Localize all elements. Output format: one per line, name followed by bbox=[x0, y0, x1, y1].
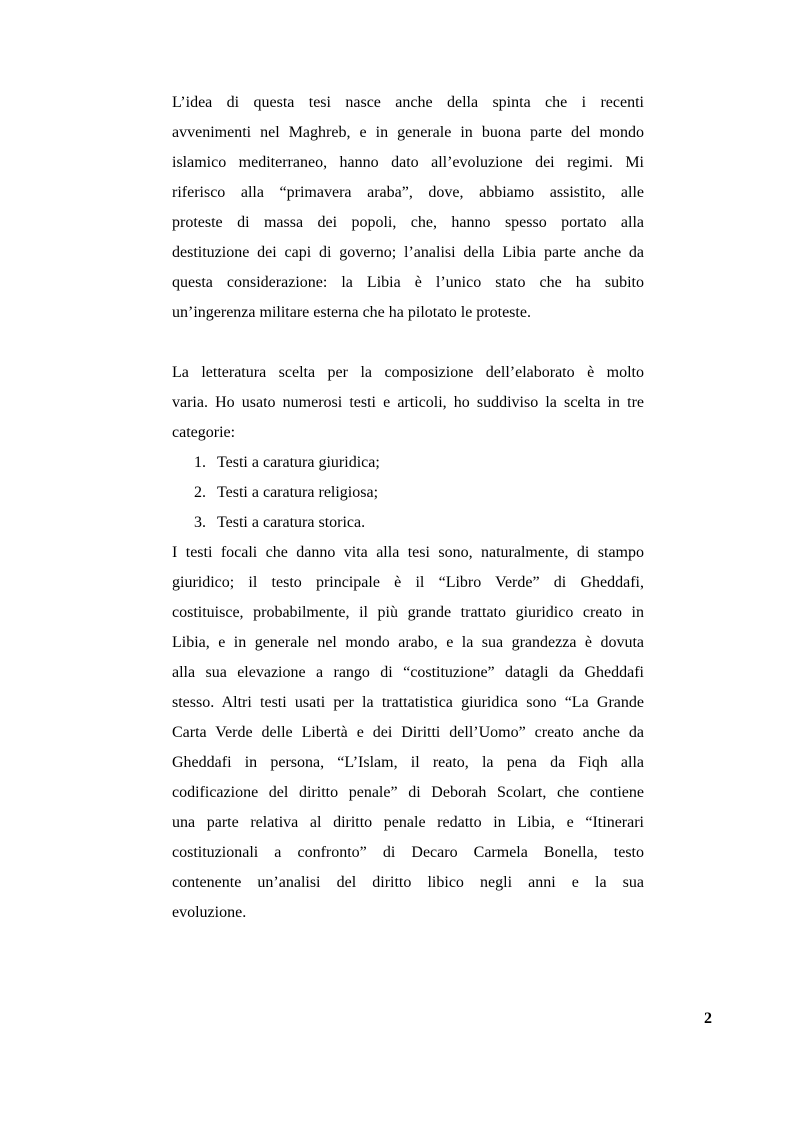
paragraph-2-line: La letteratura scelta per la composizione dell’elaborato è molto bbox=[172, 364, 644, 381]
paragraph-2-line: categorie: bbox=[172, 424, 236, 441]
paragraph-3-line: contenente un’analisi del diritto libico negli anni e la sua bbox=[172, 874, 644, 891]
paragraph-3-line: stesso. Altri testi usati per la trattatistica giuridica sono “La Grande bbox=[172, 694, 644, 711]
paragraph-1-line: questa considerazione: la Libia è l’unico stato che ha subito bbox=[172, 274, 644, 291]
paragraph-1-line: L’idea di questa tesi nasce anche della spinta che i recenti bbox=[172, 94, 644, 111]
list-item-text: Testi a caratura religiosa; bbox=[217, 484, 379, 501]
paragraph-1-line: destituzione dei capi di governo; l’analisi della Libia parte anche da bbox=[172, 244, 644, 261]
paragraph-1-line: avvenimenti nel Maghreb, e in generale in buona parte del mondo bbox=[172, 124, 644, 141]
paragraph-3-line: alla sua elevazione a rango di “costituzione” datagli da Gheddafi bbox=[172, 664, 644, 681]
list-item-number: 3. bbox=[194, 514, 206, 531]
paragraph-3-line: I testi focali che danno vita alla tesi sono, naturalmente, di stampo bbox=[172, 544, 644, 561]
paragraph-3-line: costituisce, probabilmente, il più grande trattato giuridico creato in bbox=[172, 604, 644, 621]
paragraph-1-line: islamico mediterraneo, hanno dato all’evoluzione dei regimi. Mi bbox=[172, 154, 644, 171]
paragraph-3-line: evoluzione. bbox=[172, 904, 247, 921]
list-item bbox=[0, 514, 794, 544]
paragraph-3-line: giuridico; il testo principale è il “Libro Verde” di Gheddafi, bbox=[172, 574, 644, 591]
paragraph-1-line: proteste di massa dei popoli, che, hanno spesso portato alla bbox=[172, 214, 644, 231]
list-item-number: 1. bbox=[194, 454, 206, 471]
paragraph-3-line: Carta Verde delle Libertà e dei Diritti dell’Uomo” creato anche da bbox=[172, 724, 644, 741]
list-item bbox=[0, 454, 794, 484]
paragraph-3-line: costituzionali a confronto” di Decaro Carmela Bonella, testo bbox=[172, 844, 644, 861]
paragraph-3-line: una parte relativa al diritto penale redatto in Libia, e “Itinerari bbox=[172, 814, 644, 831]
paragraph-1-line: riferisco alla “primavera araba”, dove, abbiamo assistito, alle bbox=[172, 184, 644, 201]
list-item-text: Testi a caratura storica. bbox=[217, 514, 366, 531]
paragraph-2-line: varia. Ho usato numerosi testi e articoli, ho suddiviso la scelta in tre bbox=[172, 394, 644, 411]
list-item-text: Testi a caratura giuridica; bbox=[217, 454, 380, 471]
page-number: 2 bbox=[704, 1010, 712, 1027]
paragraph-3-line: Libia, e in generale nel mondo arabo, e la sua grandezza è dovuta bbox=[172, 634, 644, 651]
list-item-number: 2. bbox=[194, 484, 206, 501]
list-item bbox=[0, 484, 794, 514]
paragraph-3-line: codificazione del diritto penale” di Deborah Scolart, che contiene bbox=[172, 784, 644, 801]
paragraph-3-line: Gheddafi in persona, “L’Islam, il reato, la pena da Fiqh alla bbox=[172, 754, 644, 771]
paragraph-1-line: un’ingerenza militare esterna che ha pilotato le proteste. bbox=[172, 304, 531, 321]
